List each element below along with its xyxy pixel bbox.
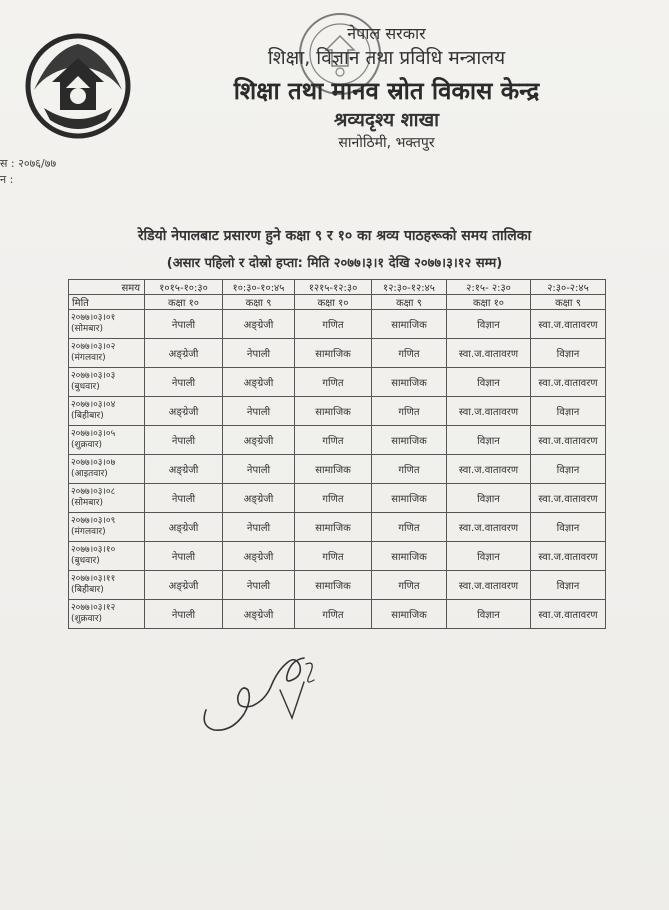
schedule-row — [69, 600, 606, 629]
subject-cell: गणित — [372, 513, 447, 542]
schedule-row — [69, 513, 606, 542]
weekday-value: (सोमबार) — [71, 498, 103, 508]
subject-cell: विज्ञान — [447, 600, 531, 629]
weekday-value: (सोमबार) — [71, 324, 103, 334]
subject-cell: स्वा.ज.वातावरण — [447, 513, 531, 542]
weekday-value: (आइतवार) — [71, 469, 108, 479]
subject-cell: स्वा.ज.वातावरण — [447, 571, 531, 600]
subject-cell: नेपाली — [145, 426, 223, 455]
subject-cell: सामाजिक — [295, 571, 372, 600]
class-header-row — [69, 295, 606, 310]
date-cell — [69, 542, 145, 571]
date-value: २०७७।०३।०७ — [71, 458, 116, 468]
header-section: श्रव्यदृश्य शाखा — [333, 109, 440, 131]
subject-cell: अङ्ग्रेजी — [145, 513, 223, 542]
signature-icon — [192, 640, 322, 738]
date-value: २०७७।०३।०९ — [71, 516, 116, 526]
subject-cell: अङ्ग्रेजी — [223, 600, 295, 629]
subject-cell: अङ्ग्रेजी — [223, 542, 295, 571]
schedule-row — [69, 426, 606, 455]
subject-cell: विज्ञान — [447, 542, 531, 571]
subject-cell: नेपाली — [223, 571, 295, 600]
header-government: नेपाल सरकार — [347, 24, 426, 43]
schedule-row — [69, 368, 606, 397]
subject-cell: अङ्ग्रेजी — [223, 484, 295, 513]
subject-cell: सामाजिक — [372, 426, 447, 455]
subject-cell: विज्ञान — [531, 571, 606, 600]
weekday-value: (बिहीबार) — [71, 585, 104, 595]
document-subtitle: (असार पहिलो र दोस्रो हप्ता: मिति २०७७।३।१ देखि २०७७।३।१२ सम्म) — [166, 256, 503, 271]
subject-cell: स्वा.ज.वातावरण — [531, 484, 606, 513]
subject-cell: अङ्ग्रेजी — [145, 339, 223, 368]
weekday-value: (बिहीबार) — [71, 411, 104, 421]
fiscal-year-label: स : २०७६/७७ — [0, 157, 57, 170]
subject-cell: गणित — [372, 571, 447, 600]
class-cell: कक्षा १० — [145, 295, 223, 310]
time-slot-cell: २:१५- २:३० — [447, 280, 531, 295]
date-label-cell: मिति — [69, 295, 145, 310]
subject-cell: सामाजिक — [295, 455, 372, 484]
subject-cell: स्वा.ज.वातावरण — [531, 426, 606, 455]
time-slot-cell: १०:३०-१०:४५ — [223, 280, 295, 295]
time-header-row — [69, 280, 606, 295]
date-value: २०७७।०३।१२ — [71, 603, 116, 613]
subject-cell: विज्ञान — [531, 339, 606, 368]
subject-cell: अङ्ग्रेजी — [145, 571, 223, 600]
subject-cell: स्वा.ज.वातावरण — [447, 397, 531, 426]
time-slot-cell: १२:३०-१२:४५ — [372, 280, 447, 295]
weekday-value: (बुधवार) — [71, 382, 100, 392]
schedule-row — [69, 571, 606, 600]
date-value: २०७७।०३।०२ — [71, 342, 116, 352]
subject-cell: विज्ञान — [447, 310, 531, 339]
subject-cell: सामाजिक — [372, 484, 447, 513]
date-cell — [69, 484, 145, 513]
subject-cell: गणित — [295, 484, 372, 513]
subject-cell: स्वा.ज.वातावरण — [531, 600, 606, 629]
subject-cell: विज्ञान — [531, 397, 606, 426]
subject-cell: गणित — [295, 542, 372, 571]
subject-cell: गणित — [295, 368, 372, 397]
class-cell: कक्षा ९ — [531, 295, 606, 310]
subject-cell: नेपाली — [145, 600, 223, 629]
subject-cell: अङ्ग्रेजी — [145, 397, 223, 426]
schedule-row — [69, 397, 606, 426]
date-value: २०७७।०३।०१ — [71, 313, 116, 323]
subject-cell: नेपाली — [223, 397, 295, 426]
subject-cell: अङ्ग्रेजी — [223, 426, 295, 455]
subject-cell: विज्ञान — [531, 455, 606, 484]
class-cell: कक्षा ९ — [372, 295, 447, 310]
weekday-value: (शुक्रवार) — [71, 440, 103, 450]
time-slot-cell: १२१५-१२:३० — [295, 280, 372, 295]
subject-cell: विज्ञान — [447, 484, 531, 513]
date-value: २०७७।०३।०५ — [71, 429, 116, 439]
class-cell: कक्षा १० — [447, 295, 531, 310]
document-title: रेडियो नेपालबाट प्रसारण हुने कक्षा ९ र १० का श्रव्य पाठहरूको समय तालिका — [137, 228, 532, 244]
date-cell — [69, 455, 145, 484]
subject-cell: गणित — [295, 600, 372, 629]
subject-cell: गणित — [372, 397, 447, 426]
subject-cell: स्वा.ज.वातावरण — [531, 368, 606, 397]
class-cell: कक्षा ९ — [223, 295, 295, 310]
date-value: २०७७।०३।११ — [71, 574, 116, 584]
subject-cell: स्वा.ज.वातावरण — [447, 339, 531, 368]
header-ministry: शिक्षा, विज्ञान तथा प्रविधि मन्त्रालय — [267, 47, 506, 69]
subject-cell: गणित — [295, 426, 372, 455]
subject-cell: सामाजिक — [372, 542, 447, 571]
schedule-row — [69, 542, 606, 571]
subject-cell: अङ्ग्रेजी — [223, 368, 295, 397]
subject-cell: सामाजिक — [295, 513, 372, 542]
date-cell — [69, 339, 145, 368]
date-cell — [69, 571, 145, 600]
subject-cell: विज्ञान — [447, 368, 531, 397]
subject-cell: गणित — [372, 455, 447, 484]
subject-cell: नेपाली — [223, 513, 295, 542]
date-cell — [69, 368, 145, 397]
date-value: २०७७।०३।०८ — [71, 487, 116, 497]
subject-cell: स्वा.ज.वातावरण — [531, 310, 606, 339]
date-value: २०७७।०३।१० — [71, 545, 116, 555]
subject-cell: सामाजिक — [372, 368, 447, 397]
header-address: सानोठिमी, भक्तपुर — [338, 135, 435, 151]
weekday-value: (शुक्रवार) — [71, 614, 103, 624]
subject-cell: नेपाली — [223, 455, 295, 484]
subject-cell: विज्ञान — [447, 426, 531, 455]
subject-cell: स्वा.ज.वातावरण — [447, 455, 531, 484]
subject-cell: स्वा.ज.वातावरण — [531, 542, 606, 571]
date-cell — [69, 426, 145, 455]
schedule-row — [69, 484, 606, 513]
subject-cell: सामाजिक — [295, 339, 372, 368]
subject-cell: सामाजिक — [372, 600, 447, 629]
subject-cell: अङ्ग्रेजी — [145, 455, 223, 484]
subject-cell: सामाजिक — [295, 397, 372, 426]
subject-cell: नेपाली — [145, 484, 223, 513]
schedule-table — [68, 279, 606, 629]
weekday-value: (मंगलवार) — [71, 353, 106, 363]
subject-cell: नेपाली — [145, 368, 223, 397]
date-value: २०७७।०३।०४ — [71, 400, 116, 410]
subject-cell: नेपाली — [145, 542, 223, 571]
weekday-value: (मंगलवार) — [71, 527, 106, 537]
date-cell — [69, 310, 145, 339]
schedule-row — [69, 455, 606, 484]
subject-cell: गणित — [372, 339, 447, 368]
date-cell — [69, 600, 145, 629]
class-cell: कक्षा १० — [295, 295, 372, 310]
header-centre: शिक्षा तथा मानव स्रोत विकास केन्द्र — [233, 77, 540, 105]
subject-cell: गणित — [295, 310, 372, 339]
subject-cell: सामाजिक — [372, 310, 447, 339]
weekday-value: (बुधवार) — [71, 556, 100, 566]
date-value: २०७७।०३।०३ — [71, 371, 116, 381]
time-slot-cell: १०१५-१०:३० — [145, 280, 223, 295]
date-cell — [69, 513, 145, 542]
subject-cell: अङ्ग्रेजी — [223, 310, 295, 339]
subject-cell: विज्ञान — [531, 513, 606, 542]
time-slot-cell: २:३०-२:४५ — [531, 280, 606, 295]
subject-cell: नेपाली — [223, 339, 295, 368]
time-label-cell: समय — [69, 280, 145, 295]
schedule-row — [69, 339, 606, 368]
subject-cell: नेपाली — [145, 310, 223, 339]
date-cell — [69, 397, 145, 426]
reference-number-label: न : — [0, 173, 14, 186]
schedule-row — [69, 310, 606, 339]
